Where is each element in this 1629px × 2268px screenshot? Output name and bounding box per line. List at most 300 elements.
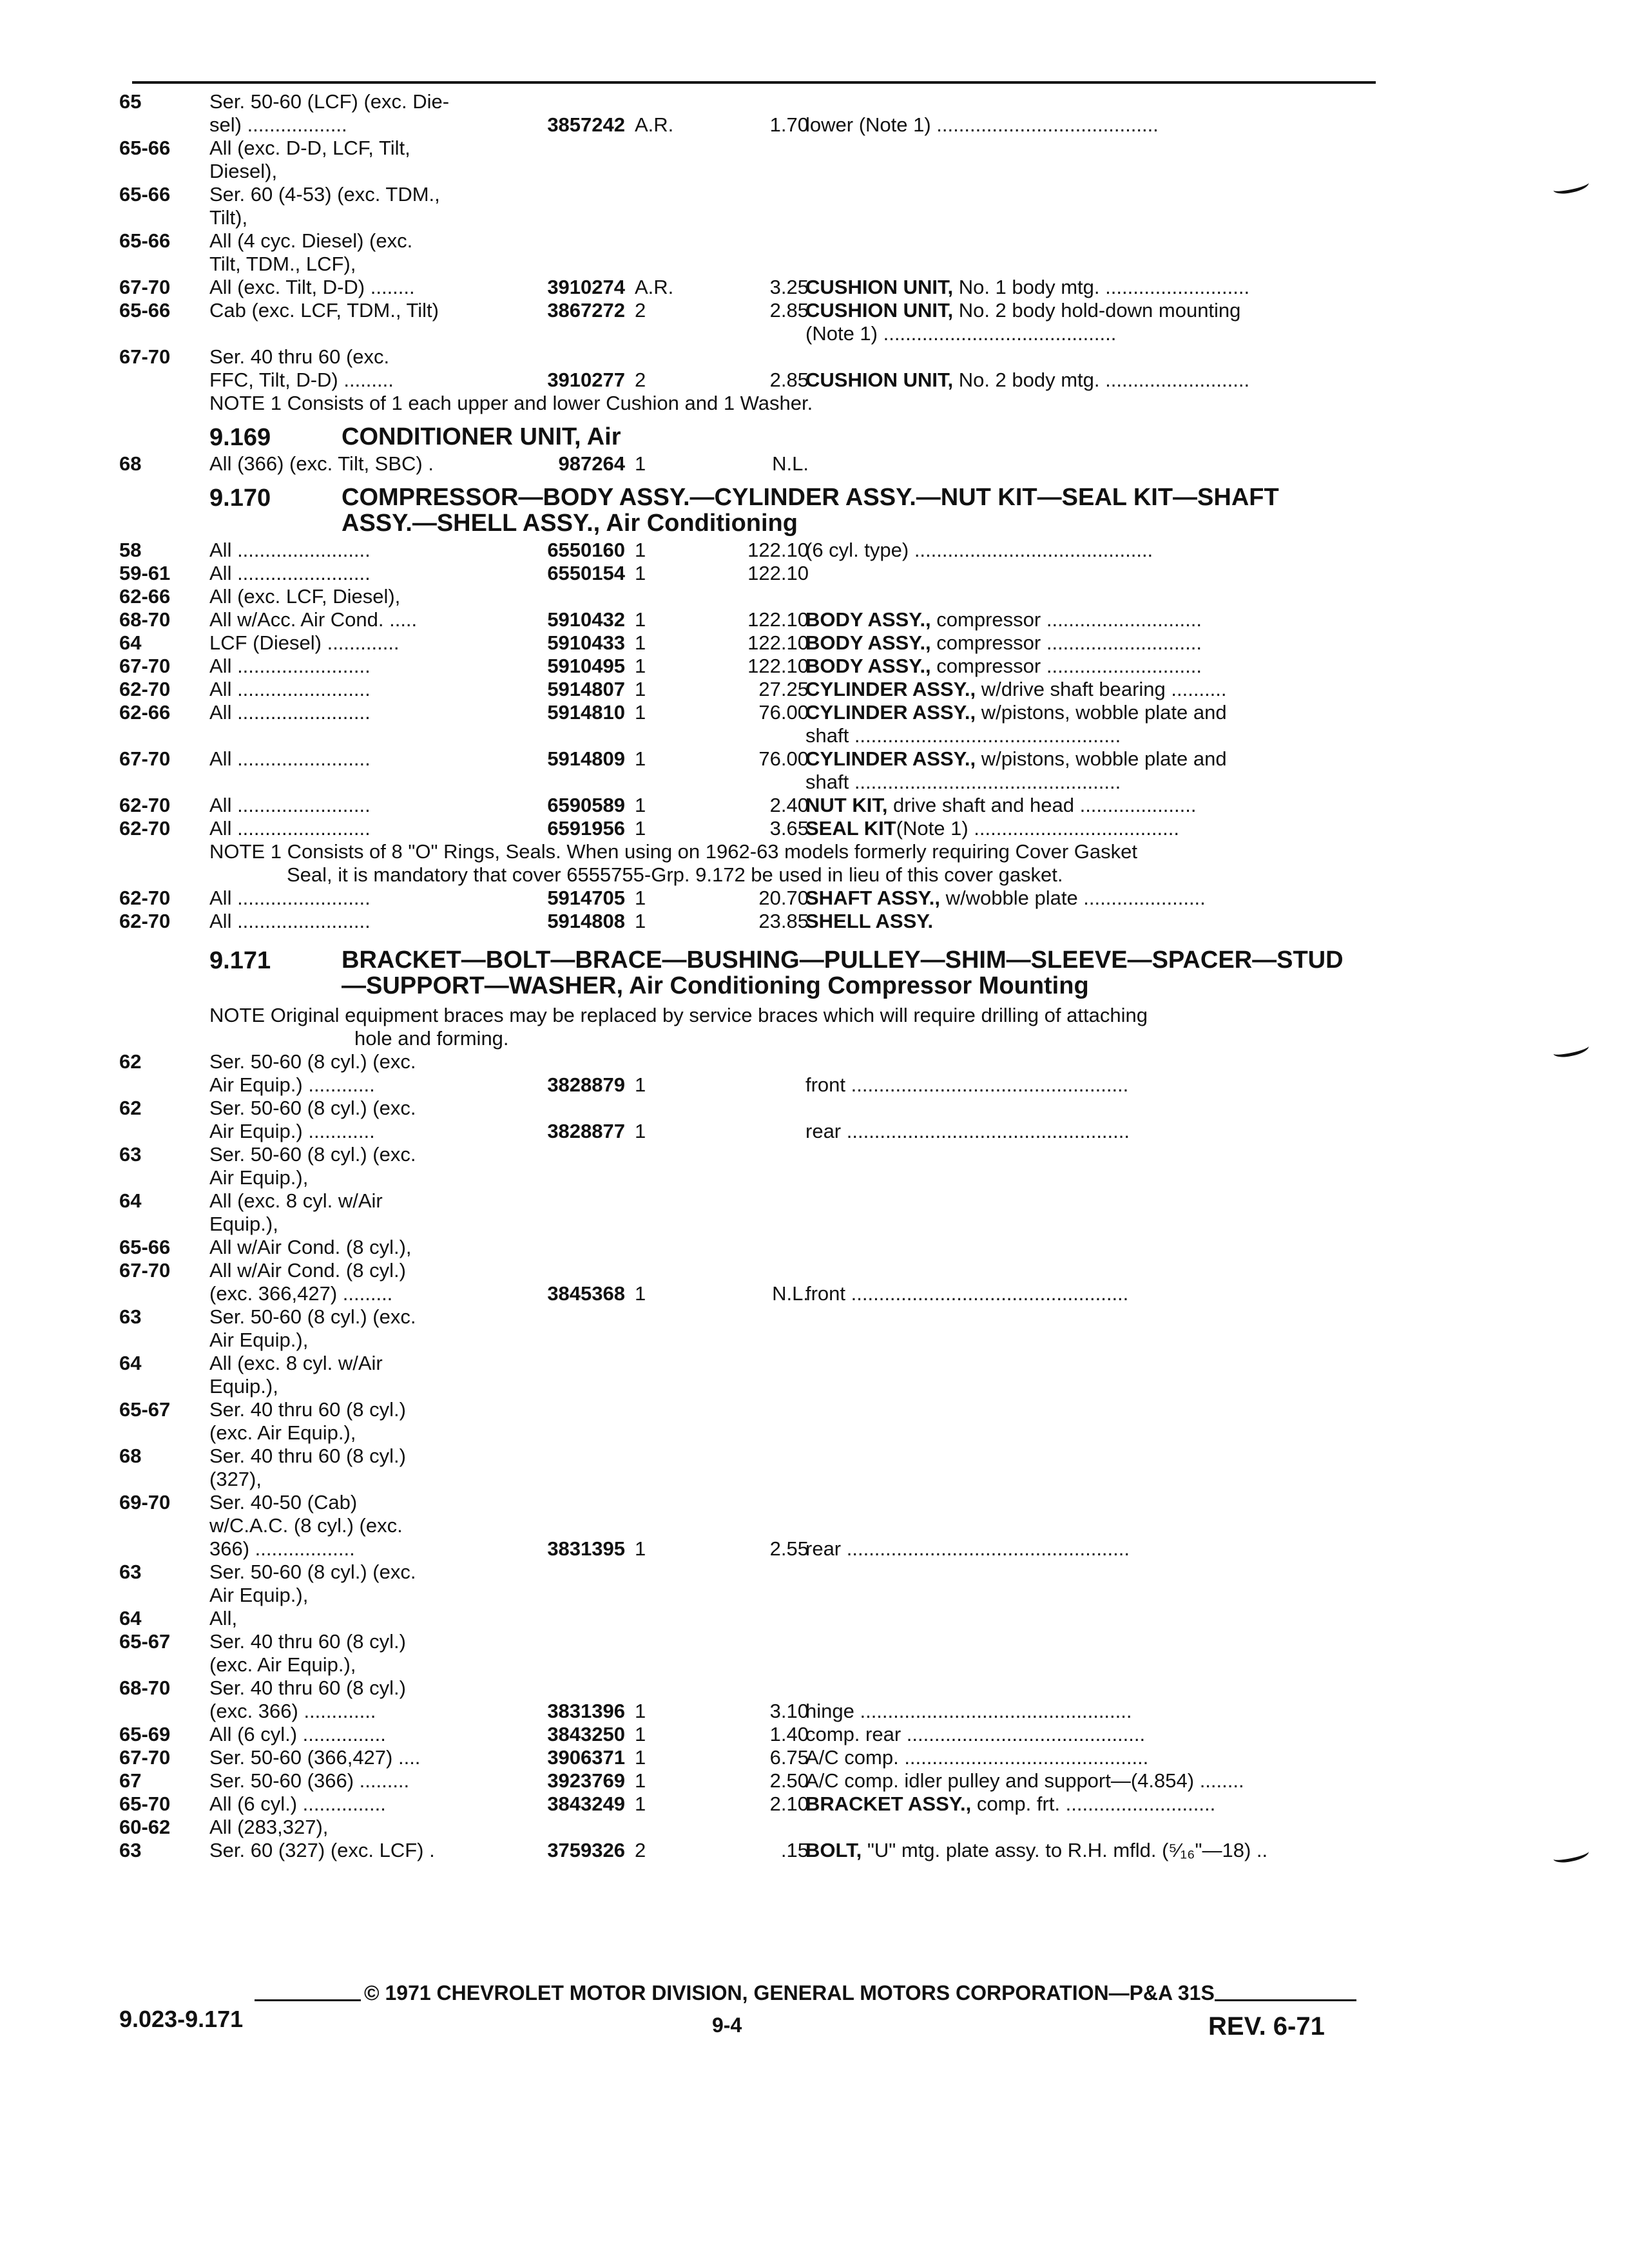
part-number: 3759326 <box>547 1839 625 1861</box>
price: 27.25 <box>758 678 809 700</box>
catalog-row <box>119 90 1382 113</box>
model-years: 62 <box>119 1050 142 1073</box>
note-text: NOTE Original equipment braces may be replaced by service braces which will require drilling of attaching <box>209 1004 1148 1026</box>
price: 6.75 <box>769 1746 809 1769</box>
quantity: 1 <box>635 655 646 677</box>
group-title: COMPRESSOR—BODY ASSY.—CYLINDER ASSY.—NUT KIT—SEAL KIT—SHAFT ASSY.—SHELL ASSY., Air Conditioning <box>342 484 1279 537</box>
catalog-row <box>119 771 1382 794</box>
price: 3.65 <box>769 817 809 840</box>
catalog-row <box>119 1816 1382 1839</box>
description-name: BODY ASSY., <box>805 631 931 654</box>
quantity: 1 <box>635 910 646 932</box>
catalog-row <box>119 183 1382 206</box>
quantity: A.R. <box>635 276 674 298</box>
quantity: 1 <box>635 1792 646 1815</box>
description <box>805 1537 1373 1561</box>
group-range: 9.023-9.171 <box>119 2006 244 2032</box>
catalog-row <box>119 562 1382 585</box>
model-years: 65-70 <box>119 1792 171 1815</box>
catalog-row <box>119 1491 1382 1514</box>
model-years: 65-69 <box>119 1723 171 1745</box>
model-years: 58 <box>119 539 142 561</box>
catalog-row <box>119 1166 1382 1189</box>
quantity: 1 <box>635 887 646 909</box>
model-years: 69-70 <box>119 1491 171 1514</box>
application: sel) .................. <box>209 113 347 136</box>
quantity: 1 <box>635 1700 646 1722</box>
application: (327), <box>209 1468 262 1490</box>
description-name: CYLINDER ASSY., <box>805 701 976 724</box>
part-number: 3906371 <box>547 1746 625 1769</box>
catalog-row <box>119 887 1382 910</box>
model-years: 63 <box>119 1561 142 1583</box>
catalog-row <box>119 253 1382 276</box>
quantity: 1 <box>635 452 646 475</box>
footer-rule-left <box>255 1999 361 2001</box>
model-years: 65-66 <box>119 183 171 206</box>
application: Ser. 60 (327) (exc. LCF) . <box>209 1839 435 1861</box>
shaft-shell-rows <box>119 887 1382 933</box>
description <box>805 1723 1373 1746</box>
model-years: 63 <box>119 1305 142 1328</box>
catalog-row <box>119 585 1382 608</box>
group-9-169 <box>119 424 1382 450</box>
catalog-row <box>119 1769 1382 1792</box>
description-text: w/drive shaft bearing .......... <box>976 678 1227 700</box>
description-text: (Note 1) ..................................... <box>896 817 1179 840</box>
application: w/C.A.C. (8 cyl.) (exc. <box>209 1514 403 1537</box>
application: (exc. Air Equip.), <box>209 1653 356 1676</box>
application: Ser. 50-60 (8 cyl.) (exc. <box>209 1561 416 1583</box>
model-years: 68-70 <box>119 1677 171 1699</box>
catalog-row <box>119 137 1382 160</box>
application: All ........................ <box>209 910 371 932</box>
model-years: 62-70 <box>119 678 171 700</box>
description <box>805 1700 1373 1723</box>
model-years: 62-70 <box>119 910 171 932</box>
application: Diesel), <box>209 160 278 182</box>
part-number: 3910274 <box>547 276 625 298</box>
description-name: BODY ASSY., <box>805 655 931 677</box>
price: 122.10 <box>747 562 809 584</box>
application: Ser. 40 thru 60 (8 cyl.) <box>209 1677 406 1699</box>
description-text: front .................................................. <box>805 1073 1129 1096</box>
model-years: 59-61 <box>119 562 171 584</box>
application: All ........................ <box>209 887 371 909</box>
description-name: BOLT, <box>805 1839 862 1861</box>
description-name: BODY ASSY., <box>805 608 931 631</box>
quantity: 1 <box>635 678 646 700</box>
catalog-row <box>119 206 1382 229</box>
model-years: 65-66 <box>119 299 171 322</box>
catalog-row <box>119 1792 1382 1816</box>
description <box>805 539 1373 562</box>
catalog-row <box>119 1630 1382 1653</box>
part-number: 987264 <box>558 452 625 475</box>
application: All ........................ <box>209 794 371 816</box>
part-number: 3831395 <box>547 1537 625 1560</box>
group-title: CONDITIONER UNIT, Air <box>342 423 621 450</box>
price: 3.25 <box>769 276 809 298</box>
catalog-row <box>119 160 1382 183</box>
quantity: 1 <box>635 701 646 724</box>
application: Ser. 50-60 (LCF) (exc. Die- <box>209 90 450 113</box>
group-9-170 <box>119 485 1382 536</box>
application: Air Equip.), <box>209 1584 309 1606</box>
description-name: SHELL ASSY. <box>805 910 934 932</box>
description <box>805 113 1373 137</box>
note-text-cont: Seal, it is mandatory that cover 6555755-Grp. 9.172 be used in lieu of this cover gasket. <box>287 863 1063 886</box>
description <box>805 1792 1373 1816</box>
price: 2.10 <box>769 1792 809 1815</box>
model-years: 65-67 <box>119 1398 171 1421</box>
description-text: drive shaft and head ..................... <box>887 794 1197 816</box>
application: Air Equip.), <box>209 1329 309 1351</box>
part-number: 6590589 <box>547 794 625 816</box>
catalog-row <box>119 678 1382 701</box>
catalog-row <box>119 1097 1382 1120</box>
application: Ser. 50-60 (8 cyl.) (exc. <box>209 1305 416 1328</box>
application: All ........................ <box>209 817 371 840</box>
application: Air Equip.), <box>209 1166 309 1189</box>
cushion-rows <box>119 90 1382 392</box>
description <box>805 276 1373 299</box>
description-text: front .................................................. <box>805 1282 1129 1305</box>
quantity: 1 <box>635 747 646 770</box>
catalog-row <box>119 1537 1382 1561</box>
note-braces <box>119 1004 1382 1050</box>
catalog-row <box>119 1561 1382 1584</box>
price: 2.85 <box>769 369 809 391</box>
note-cushion <box>119 392 1382 415</box>
catalog-row <box>119 1839 1382 1862</box>
description <box>805 701 1373 724</box>
part-number: 3867272 <box>547 299 625 322</box>
description-text: w/wobble plate ...................... <box>940 887 1206 909</box>
catalog-row <box>119 539 1382 562</box>
description <box>805 678 1373 701</box>
application: Ser. 50-60 (8 cyl.) (exc. <box>209 1050 416 1073</box>
model-years: 68 <box>119 452 142 475</box>
catalog-row <box>119 452 1382 476</box>
part-number: 3910277 <box>547 369 625 391</box>
catalog-row <box>119 1189 1382 1213</box>
part-number: 5910433 <box>547 631 625 654</box>
model-years: 67-70 <box>119 1746 171 1769</box>
price: 20.70 <box>758 887 809 909</box>
part-number: 3845368 <box>547 1282 625 1305</box>
application: Equip.), <box>209 1375 278 1398</box>
group-title: BRACKET—BOLT—BRACE—BUSHING—PULLEY—SHIM—SLEEVE—SPACER—STUD—SUPPORT—WASHER, Air Conditioning Compressor Mounting <box>342 947 1344 999</box>
price: 1.40 <box>769 1723 809 1745</box>
copyright: © 1971 CHEVROLET MOTOR DIVISION, GENERAL MOTORS CORPORATION—P&A 31S <box>364 1981 1215 2004</box>
note-text: NOTE 1 Consists of 1 each upper and lower Cushion and 1 Washer. <box>209 392 813 414</box>
price: 23.85 <box>758 910 809 932</box>
part-number: 3831396 <box>547 1700 625 1722</box>
model-years: 62-66 <box>119 585 171 608</box>
application: (exc. 366,427) ......... <box>209 1282 393 1305</box>
description-name: SHAFT ASSY., <box>805 887 940 909</box>
group-number: 9.171 <box>209 947 271 974</box>
description-name: SEAL KIT <box>805 817 896 840</box>
description-text: (Note 1) .......................................... <box>805 322 1117 345</box>
application: All ........................ <box>209 539 371 561</box>
bracket-rows <box>119 1050 1382 1862</box>
application: Ser. 40 thru 60 (8 cyl.) <box>209 1445 406 1467</box>
description-text: w/pistons, wobble plate and <box>976 747 1227 770</box>
catalog-row <box>119 1468 1382 1491</box>
description <box>805 794 1373 817</box>
part-number: 3828877 <box>547 1120 625 1142</box>
part-number: 5914807 <box>547 678 625 700</box>
application: All ........................ <box>209 747 371 770</box>
conditioner-rows <box>119 452 1382 476</box>
price: 122.10 <box>747 539 809 561</box>
description <box>805 369 1373 392</box>
model-years: 62-70 <box>119 817 171 840</box>
application: (exc. 366) ............. <box>209 1700 376 1722</box>
application: Ser. 50-60 (8 cyl.) (exc. <box>209 1097 416 1119</box>
top-rule <box>132 81 1376 84</box>
page-number: 9-4 <box>712 2013 742 2037</box>
application: Ser. 40-50 (Cab) <box>209 1491 358 1514</box>
quantity: 1 <box>635 1282 646 1305</box>
model-years: 67-70 <box>119 1259 171 1282</box>
price: 122.10 <box>747 608 809 631</box>
application: All (exc. Tilt, D-D) ........ <box>209 276 415 298</box>
description <box>805 771 1373 794</box>
description-text: comp. frt. ........................... <box>971 1792 1216 1815</box>
price: 76.00 <box>758 747 809 770</box>
price: 3.10 <box>769 1700 809 1722</box>
part-number: 5910495 <box>547 655 625 677</box>
compressor-rows <box>119 539 1382 840</box>
catalog-row <box>119 724 1382 747</box>
quantity: 2 <box>635 1839 646 1861</box>
application: All (4 cyc. Diesel) (exc. <box>209 229 413 252</box>
catalog-row <box>119 817 1382 840</box>
part-number: 6591956 <box>547 817 625 840</box>
description <box>805 608 1373 631</box>
part-number: 5914808 <box>547 910 625 932</box>
description-name: NUT KIT, <box>805 794 888 816</box>
part-number: 5914809 <box>547 747 625 770</box>
model-years: 68-70 <box>119 608 171 631</box>
catalog-row <box>119 322 1382 345</box>
application: All ........................ <box>209 655 371 677</box>
model-years: 65 <box>119 90 142 113</box>
application: Air Equip.) ............ <box>209 1073 375 1096</box>
price: 2.55 <box>769 1537 809 1560</box>
price: 76.00 <box>758 701 809 724</box>
price: 122.10 <box>747 631 809 654</box>
description <box>805 1746 1373 1769</box>
description-text: hinge ................................................. <box>805 1700 1132 1722</box>
catalog-row <box>119 1445 1382 1468</box>
model-years: 68 <box>119 1445 142 1467</box>
quantity: 1 <box>635 794 646 816</box>
catalog-row <box>119 1259 1382 1282</box>
catalog-row <box>119 1073 1382 1097</box>
catalog-row <box>119 1352 1382 1375</box>
description <box>805 631 1373 655</box>
catalog-row <box>119 299 1382 322</box>
application: Tilt, TDM., LCF), <box>209 253 356 275</box>
application: All (exc. D-D, LCF, Tilt, <box>209 137 410 159</box>
model-years: 62 <box>119 1097 142 1119</box>
price: N.L. <box>772 1282 809 1305</box>
price: 2.50 <box>769 1769 809 1792</box>
quantity: 1 <box>635 608 646 631</box>
catalog-row <box>119 1607 1382 1630</box>
price: 2.85 <box>769 299 809 322</box>
catalog-row <box>119 1143 1382 1166</box>
catalog-row <box>119 276 1382 299</box>
description <box>805 1839 1373 1862</box>
revision: REV. 6-71 <box>1208 2012 1325 2041</box>
model-years: 67-70 <box>119 276 171 298</box>
part-number: 5910432 <box>547 608 625 631</box>
description-text: compressor ............................ <box>930 631 1202 654</box>
application: LCF (Diesel) ............. <box>209 631 400 654</box>
catalog-row <box>119 1398 1382 1421</box>
catalog-row <box>119 1213 1382 1236</box>
catalog-row <box>119 910 1382 933</box>
description-text: A/C comp. idler pulley and support—(4.854) ........ <box>805 1769 1244 1792</box>
catalog-row <box>119 655 1382 678</box>
application: All (exc. 8 cyl. w/Air <box>209 1189 383 1212</box>
model-years: 67-70 <box>119 655 171 677</box>
application: All (exc. 8 cyl. w/Air <box>209 1352 383 1374</box>
catalog-row <box>119 1700 1382 1723</box>
catalog-row <box>119 1677 1382 1700</box>
application: All w/Acc. Air Cond. ..... <box>209 608 418 631</box>
part-number: 6550160 <box>547 539 625 561</box>
catalog-row <box>119 1282 1382 1305</box>
description-name: CYLINDER ASSY., <box>805 678 976 700</box>
description-name: CUSHION UNIT, <box>805 299 954 322</box>
application: All (366) (exc. Tilt, SBC) . <box>209 452 434 475</box>
model-years: 62-70 <box>119 794 171 816</box>
quantity: 1 <box>635 1746 646 1769</box>
description-text: No. 2 body mtg. .......................... <box>953 369 1250 391</box>
catalog-row <box>119 1723 1382 1746</box>
catalog-row <box>119 794 1382 817</box>
description-text: lower (Note 1) ........................................ <box>805 113 1159 136</box>
quantity: 1 <box>635 817 646 840</box>
part-number: 6550154 <box>547 562 625 584</box>
description-text: (6 cyl. type) ........................................... <box>805 539 1153 561</box>
application: All ........................ <box>209 701 371 724</box>
application: Ser. 40 thru 60 (8 cyl.) <box>209 1398 406 1421</box>
application: All w/Air Cond. (8 cyl.), <box>209 1236 412 1258</box>
description-text: rear ................................................... <box>805 1537 1130 1560</box>
catalog-row <box>119 631 1382 655</box>
part-number: 3857242 <box>547 113 625 136</box>
note-text: NOTE 1 Consists of 8 "O" Rings, Seals. When using on 1962-63 models formerly requiring Cover Gasket <box>209 840 1138 863</box>
quantity: 1 <box>635 1769 646 1792</box>
model-years: 64 <box>119 631 142 654</box>
description <box>805 887 1373 910</box>
description <box>805 817 1373 840</box>
application: All ........................ <box>209 562 371 584</box>
quantity: A.R. <box>635 113 674 136</box>
application: All w/Air Cond. (8 cyl.) <box>209 1259 406 1282</box>
catalog-row <box>119 1375 1382 1398</box>
description <box>805 1120 1373 1143</box>
application: Air Equip.) ............ <box>209 1120 375 1142</box>
catalog-row <box>119 1329 1382 1352</box>
application: Cab (exc. LCF, TDM., Tilt) <box>209 299 439 322</box>
model-years: 62-66 <box>119 701 171 724</box>
catalog-row <box>119 369 1382 392</box>
application: All, <box>209 1607 238 1629</box>
part-number: 3923769 <box>547 1769 625 1792</box>
application: FFC, Tilt, D-D) ......... <box>209 369 394 391</box>
catalog-row <box>119 701 1382 724</box>
description-text: No. 1 body mtg. .......................... <box>953 276 1250 298</box>
application: 366) .................. <box>209 1537 355 1560</box>
model-years: 67-70 <box>119 747 171 770</box>
description <box>805 299 1373 322</box>
description-text: compressor ............................ <box>930 655 1202 677</box>
model-years: 65-66 <box>119 137 171 159</box>
model-years: 64 <box>119 1189 142 1212</box>
description-text: comp. rear ........................................... <box>805 1723 1146 1745</box>
price: N.L. <box>772 452 809 475</box>
group-9-171 <box>119 947 1382 999</box>
application: Equip.), <box>209 1213 278 1235</box>
catalog-row <box>119 229 1382 253</box>
note-seal-kit <box>119 840 1382 887</box>
model-years: 67 <box>119 1769 142 1792</box>
catalog-row <box>119 1746 1382 1769</box>
application: Ser. 60 (4-53) (exc. TDM., <box>209 183 440 206</box>
description-text: w/pistons, wobble plate and <box>976 701 1227 724</box>
catalog-row <box>119 1050 1382 1073</box>
catalog-row <box>119 1236 1382 1259</box>
description <box>805 655 1373 678</box>
description-text: shaft ................................................ <box>805 771 1121 793</box>
quantity: 1 <box>635 539 646 561</box>
description <box>805 724 1373 747</box>
application: All (283,327), <box>209 1816 329 1838</box>
quantity: 1 <box>635 562 646 584</box>
part-number: 5914810 <box>547 701 625 724</box>
part-number: 5914705 <box>547 887 625 909</box>
application: Ser. 50-60 (8 cyl.) (exc. <box>209 1143 416 1166</box>
description <box>805 1769 1373 1792</box>
application: Ser. 40 thru 60 (exc. <box>209 345 390 368</box>
catalog-row <box>119 1120 1382 1143</box>
model-years: 62-70 <box>119 887 171 909</box>
model-years: 65-67 <box>119 1630 171 1653</box>
quantity: 2 <box>635 299 646 322</box>
quantity: 1 <box>635 631 646 654</box>
group-number: 9.170 <box>209 485 271 512</box>
description-name: CUSHION UNIT, <box>805 276 954 298</box>
description <box>805 747 1373 771</box>
margin-tick-mark <box>1552 177 1590 196</box>
description <box>805 910 1373 933</box>
price: 1.70 <box>769 113 809 136</box>
description-text: compressor ............................ <box>930 608 1202 631</box>
part-number: 3828879 <box>547 1073 625 1096</box>
catalog-row <box>119 1421 1382 1445</box>
model-years: 60-62 <box>119 1816 171 1838</box>
application: Ser. 40 thru 60 (8 cyl.) <box>209 1630 406 1653</box>
margin-tick-mark <box>1552 1040 1590 1059</box>
